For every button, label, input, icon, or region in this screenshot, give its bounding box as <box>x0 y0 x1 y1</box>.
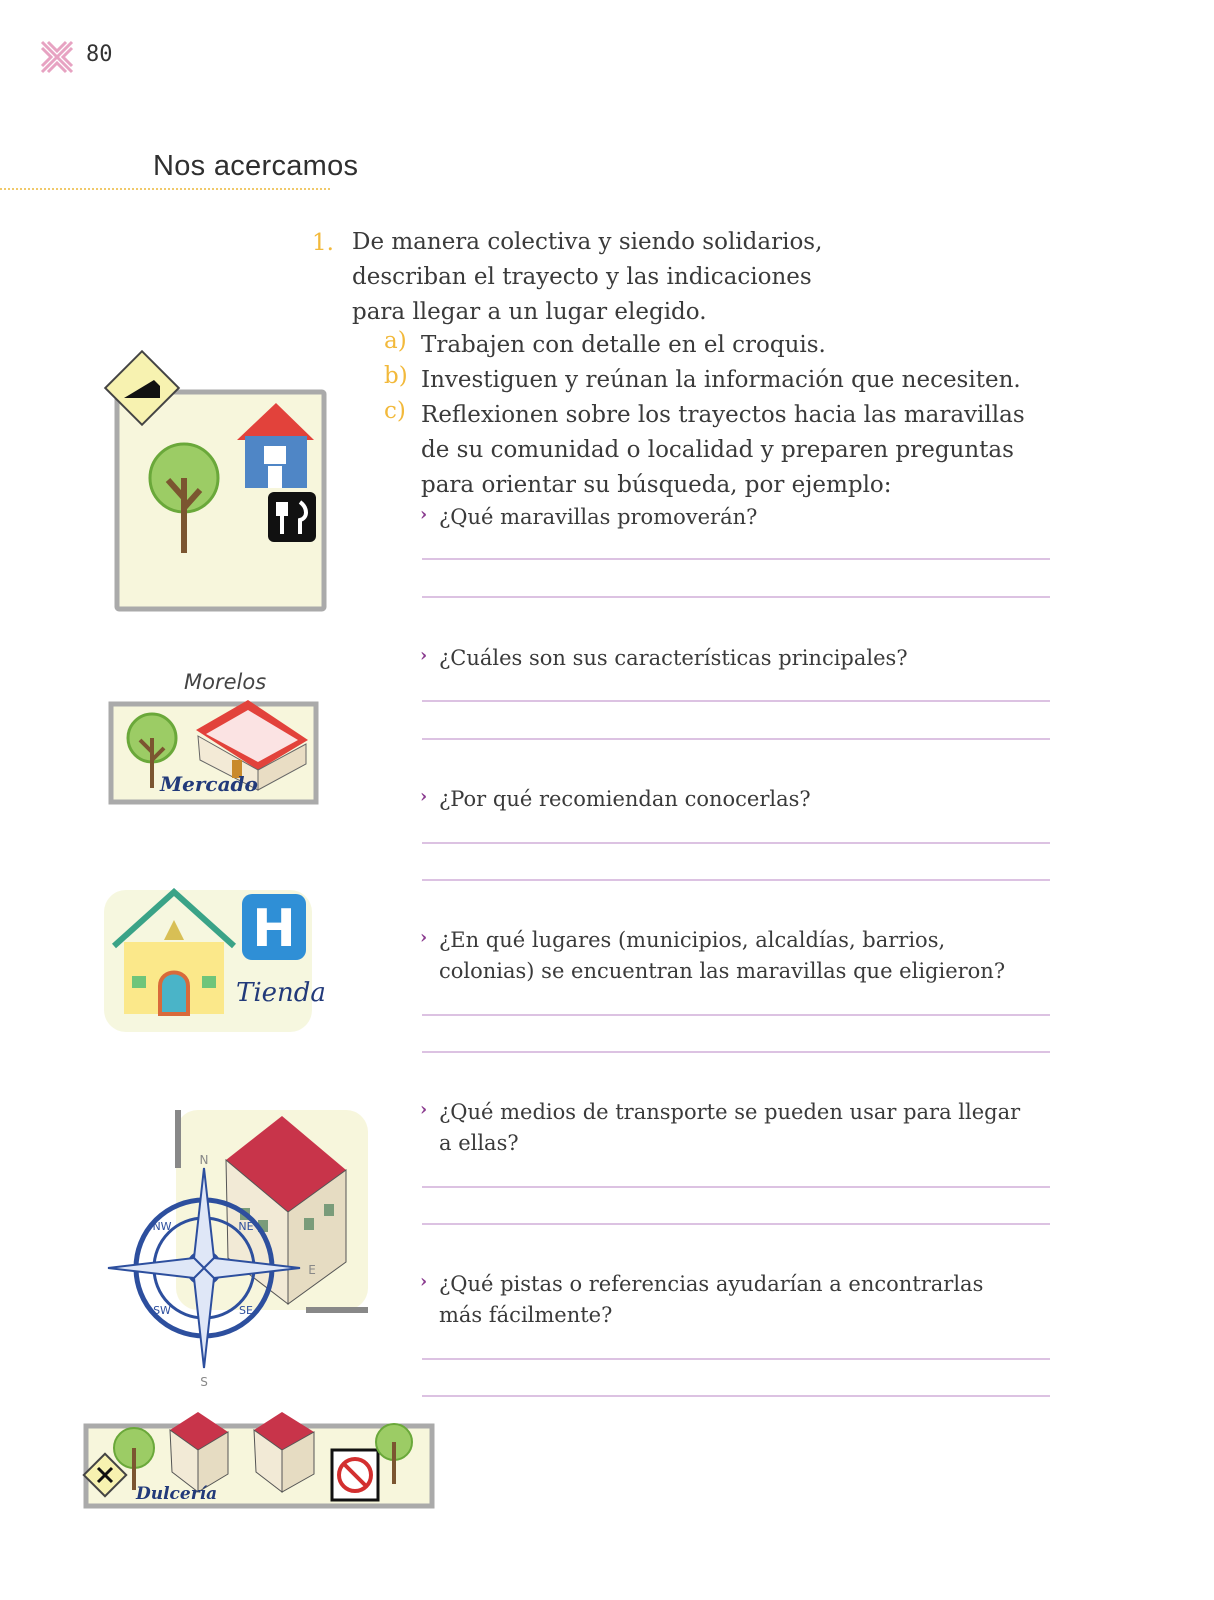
compass-s: S <box>200 1375 208 1389</box>
chevron-bullet-icon: › <box>420 927 428 948</box>
subitem-c-text <box>421 398 1025 503</box>
compass-ne: NE <box>238 1220 254 1233</box>
morelos-label: Morelos <box>184 670 267 694</box>
subitem-line: Reflexionen sobre los trayectos hacia las maravillas <box>421 402 1025 428</box>
subitem-line: de su comunidad o localidad y preparen preguntas <box>421 437 1014 463</box>
answer-line[interactable] <box>422 1051 1050 1053</box>
hospital-sign-icon <box>242 894 306 960</box>
tienda-block-illustration <box>102 888 316 1036</box>
hospital-letter: H <box>252 899 296 959</box>
question-line: ¿Por qué recomiendan conocerlas? <box>439 787 811 811</box>
section-title: Nos acercamos <box>153 150 359 182</box>
answer-line[interactable] <box>422 738 1050 740</box>
compass-e: E <box>308 1263 316 1277</box>
chevron-bullet-icon: › <box>420 1271 428 1292</box>
answer-line[interactable] <box>422 1186 1050 1188</box>
map-block-illustration <box>102 348 332 614</box>
answer-line[interactable] <box>422 1358 1050 1360</box>
restaurant-sign-icon <box>268 492 316 542</box>
intro-line: De manera colectiva y siendo solidarios, <box>352 229 823 255</box>
chevron-bullet-icon: › <box>420 645 428 666</box>
question-line: ¿Qué medios de transporte se pueden usar para llegar <box>439 1100 1021 1124</box>
activity-intro <box>352 225 872 330</box>
section-divider <box>0 188 330 190</box>
subitem-line: Investiguen y reúnan la información que necesiten. <box>421 367 1021 393</box>
answer-line[interactable] <box>422 596 1050 598</box>
subitem-line: para orientar su búsqueda, por ejemplo: <box>421 472 892 498</box>
question-line: ¿Qué maravillas promoverán? <box>439 505 758 529</box>
question-line: a ellas? <box>439 1131 519 1155</box>
intro-line: describan el trayecto y las indicaciones <box>352 264 812 290</box>
question-line: ¿Qué pistas o referencias ayudarían a encontrarlas <box>439 1272 984 1296</box>
compass-sw: SW <box>153 1304 171 1317</box>
answer-line[interactable] <box>422 1395 1050 1397</box>
question-line: ¿Cuáles son sus características principales? <box>439 646 908 670</box>
page-number: 80 <box>86 42 113 67</box>
dulceria-label: Dulcería <box>136 1484 218 1504</box>
answer-line[interactable] <box>422 700 1050 702</box>
chevron-bullet-icon: › <box>420 1099 428 1120</box>
question-line: colonias) se encuentran las maravillas que eligieron? <box>439 959 1006 983</box>
compass-nw: NW <box>152 1220 172 1233</box>
answer-line[interactable] <box>422 879 1050 881</box>
chevron-bullet-icon: › <box>420 786 428 807</box>
no-parking-sign-icon <box>332 1450 378 1500</box>
answer-line[interactable] <box>422 558 1050 560</box>
subitem-a-text <box>421 328 826 363</box>
compass-n: N <box>199 1153 209 1167</box>
tienda-label: Tienda <box>236 978 326 1008</box>
compass-illustration <box>106 1108 372 1390</box>
chevron-bullet-icon: › <box>420 504 428 525</box>
subitem-b <box>384 363 408 389</box>
subitem-c <box>384 398 406 424</box>
activity-number: 1. <box>312 230 334 256</box>
subitem-b-text <box>421 363 1021 398</box>
compass-se: SE <box>239 1304 253 1317</box>
answer-line[interactable] <box>422 1223 1050 1225</box>
subitem-letter: c) <box>384 398 406 424</box>
subitem-line: Trabajen con detalle en el croquis. <box>421 332 826 358</box>
subitem-a <box>384 328 407 354</box>
subitem-letter: a) <box>384 328 407 354</box>
header-ornament-icon <box>38 38 76 76</box>
answer-line[interactable] <box>422 842 1050 844</box>
intro-line: para llegar a un lugar elegido. <box>352 299 707 325</box>
subitem-letter: b) <box>384 363 408 389</box>
question-line: más fácilmente? <box>439 1303 613 1327</box>
question-line: ¿En qué lugares (municipios, alcaldías, barrios, <box>439 928 946 952</box>
mercado-label: Mercado <box>160 772 258 796</box>
answer-line[interactable] <box>422 1014 1050 1016</box>
